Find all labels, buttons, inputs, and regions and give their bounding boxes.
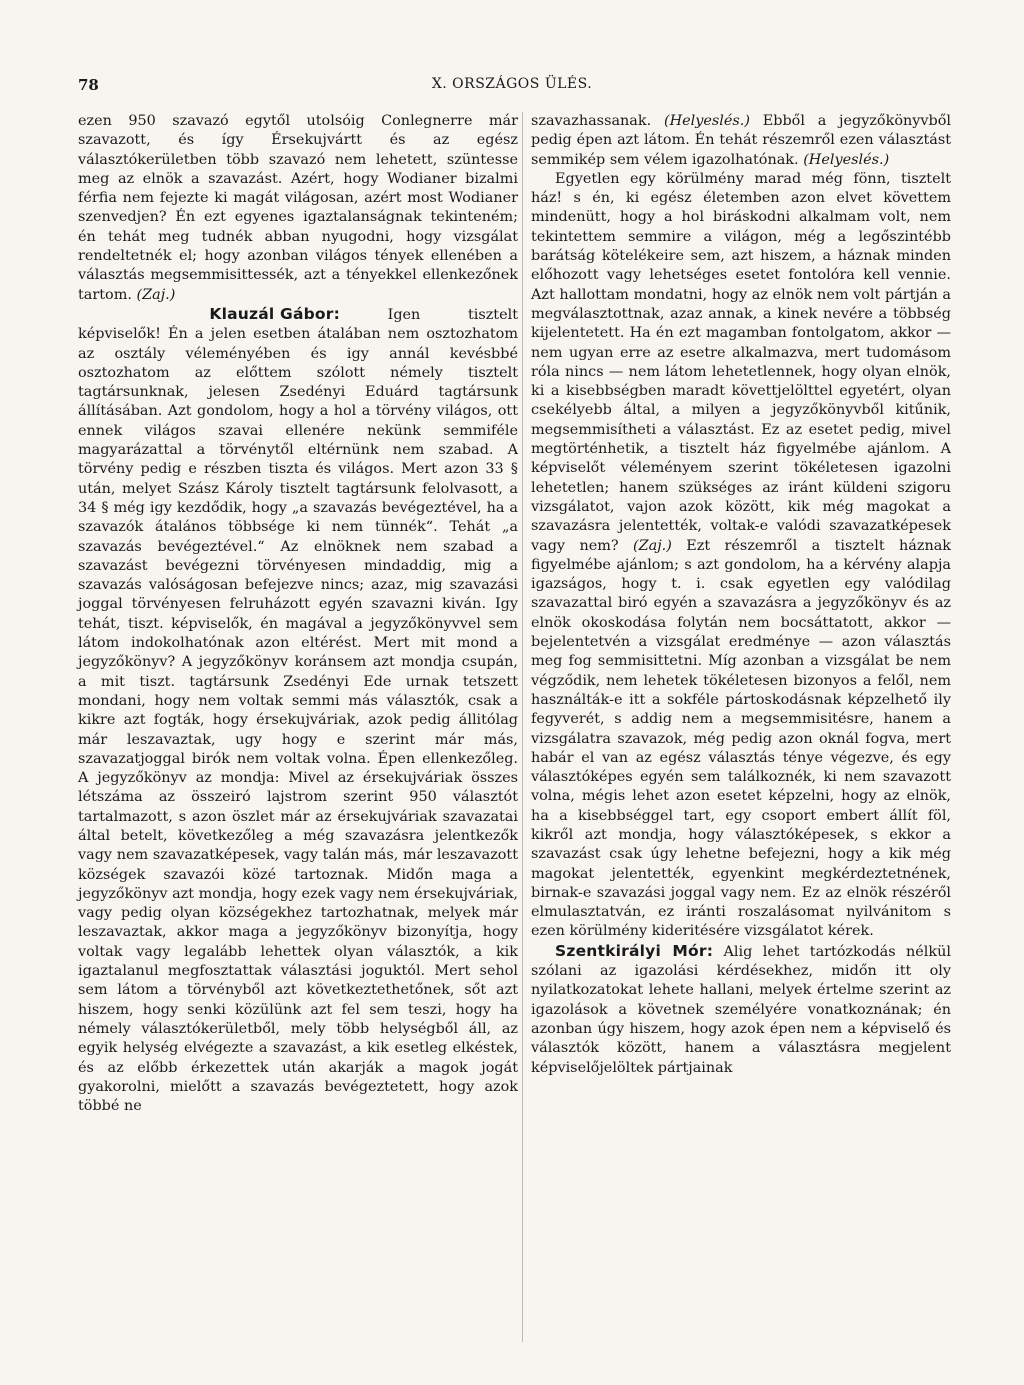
speaker-name: Klauzál Gábor: [209, 304, 340, 323]
column-divider [522, 112, 523, 1342]
paragraph-text: Igen tisztelt képviselők! Én a jelen esetben átalában nem osztozhatom az osztály véleményében és igy annál kevésbbé osztozhatom az előttem szólott némely tisztelt tagtársunknak, jelesen Zsedényi Eduárd tagtársunk állításában. Azt gondolom, hogy a hol a törvény világos, ott ennek világos szavai ellenére nekünk semmiféle magyarázattal a törvénytől eltérnünk nem szabad. A törvény pedig e részben tiszta és világos. Mert azon 33 § után, melyet Szász Károly tisztelt tagtársunk felolvasott, a 34 § még igy kezdődik, hogy „a szavazás bevégeztével, ha a szavazók átalános többsége ki nem tünnék“. Tehát „a szavazás bevégeztével.“ Az elnöknek nem szabad a szavazást bevégezni törvényesen mindaddig, mig a szavazás valóságosan befejezve nincs; azaz, mig szavazási joggal törvényesen felruházott egyén szavazni kiván. Igy tehát, tiszt. képviselők, én magával a jegyzőkönyvvel sem látom indokolhatónak azon eltérést. Mert mit mond a jegyzőkönyv? A jegyzőkönyv koránsem azt mondja csupán, a mit tiszt. tagtársunk Zsedényi Ede urnak tetszett mondani, hogy nem voltak semmi más választók, csak a kikre azt fogták, hogy érsekujváriak, azok pedig állitólag már leszavaztak, ugy hogy e szerint már más, szavazatjoggal birók nem voltak volna. Épen ellenkezőleg. A jegyzőkönyv az mondja: Mivel az érsekujváriak összes létszáma az összeiró lajstrom szerint 950 választót tartalmazott, s azon öszlet már az érsekujváriak szavazatai által betelt, következőleg a még szavazásra jelentkezők vagy nem szavazatképesek, vagy talán más, már leszavazott községek szavazói közé tartoznak. Midőn maga a jegyzőkönyv azt mondja, hogy ezek vagy nem érsekujváriak, vagy pedig olyan községekhez tartozhatnak, melyek már leszavaztak, akkor maga a jegyzőkönyv bizonyítja, hogy voltak vagy legalább lehettek olyan választók, a kik igaztalanul megfosztattak választási joguktól. Mert sehol sem látom a törvényből azt következtethetőnek, sőt azt hiszem, hogy senki közülünk azt fel sem teszi, hogy ha némely választókerületből, mely több helységből áll, az egyik helység elvégezte a szavazást, a kik esetleg elkéstek, és az előbb érkezettek után akarják a magok jogát gyakorolni, mielőtt a szavazás bevégeztetett, hogy azok többé ne [78, 306, 518, 1115]
page-number: 78 [78, 76, 99, 94]
reaction-note: (Helyeslés.) [803, 151, 890, 168]
paragraph-text: Alig lehet tartózkodás nélkül szólani az igazolási kérdésekhez, midőn itt oly nyilatkozatokat lehete hallani, melyek értelme szerint az igazolások a követnek személyére vonatkoznának; én azonban úgy hiszem, hogy azok épen nem a képviselő és választók között, hanem a választásra megjelent képviselőjelöltek pártjainak [531, 943, 951, 1076]
speech [531, 942, 951, 1078]
paragraph [531, 170, 951, 942]
right-column [531, 112, 951, 1078]
paragraph-text: szavazhassanak. [531, 113, 652, 129]
paragraph [531, 112, 951, 170]
speech [78, 305, 518, 1116]
paragraph [78, 112, 518, 305]
reaction-note: (Helyeslés.) [663, 113, 750, 129]
running-head: X. ORSZÁGOS ÜLÉS. [431, 76, 593, 92]
paragraph-text: Ebből a jegyzőkönyvből pedig épen azt látom. Én tehát részemről ezen választást semmikép sem vélem igazolhatónak. [531, 113, 951, 168]
paragraph-text: ezen 950 szavazó egytől utolsóig Conlegnerre már szavazott, és így Érsekujvártt és az egész választókerületben több szavazó nem lehetett, szüntesse meg az elnök a szavazást. Azért, hogy Wodianer bizalmi férfia nem fejezte ki magát világosan, azért most Wodianer szenvedjen? Én ezt egyenes igaztalanságnak tekinteném; én tehát meg tudnék abban nyugodni, hogy vizsgálat rendeltetnék el; hogy azonban világos tények ellenében a választás megsemmisittessék, azt a tényekkel ellenkezőnek tartom. [78, 113, 518, 303]
speaker-wrap [78, 305, 340, 325]
speaker-name: Szentkirályi Mór: [555, 941, 714, 960]
paragraph-text: Egyetlen egy körülmény marad még fönn, tisztelt ház! s én, ki egész életemben azon elvet követtem mindenütt, hogy a hol biráskodni alkalmam volt, nem tekintettem semmire a világon, még a legőszintébb barátság kötelékeire sem, azt hiszem, a háznak minden előhozott vagy lehetséges esetet fontolóra kell vennie. Azt hallottam mondatni, hogy az elnök nem volt pártján a megválasztottnak, azaz annak, a kinek nevére a többség kijelentetett. Ha én ezt magamban fontolgatom, akkor — nem ugyan erre az esetre alkalmazva, mert tudomásom róla nincs — nem látom lehetetlennek, hogy olyan elnök, ki a kisebbségben maradt követtjelölttel egyetért, olyan csekélyebb által, a milyen a jegyzőkönyvből kitűnik, megsemmisítheti a választást. Ez az esetet pedig, mivel megtörténhetik, a tisztelt ház figyelmébe ajánlom. A képviselőt véleményem szerint tökéletesen igazolni lehetetlen; hanem szükséges az iránt küldeni szigoru vizsgálatot, vajon azok között, kik még magokat a szavazásra jelentették, voltak-e valódi szavazatképesek vagy nem? [531, 170, 951, 554]
reaction-note: (Zaj.) [633, 537, 672, 554]
left-column [78, 112, 518, 1116]
paragraph-text: Ezt részemről a tisztelt háznak figyelmébe ajánlom; s azt gondolom, ha a kérvény alapja igazságos, hogy t. i. csak egyetlen egy valódilag szavazattal biró egyén a szavazásra a jegyzőkönyv és az elnök okoskodása folytán nem bocsáttatott, akkor — bejelentetvén a vizsgálat eredménye — azon választás meg fog semmisittetni. Míg azonban a vizsgálat be nem végződik, nem lehetek tökéletesen bizonyos a felől, nem használták-e itt a sokféle pártoskodásnak képzelhető ily fegyverét, s addig nem a megsemmisitésre, hanem a vizsgálatra szavazok, még pedig azon oknál fogva, mert habár el van az egész választás ténye végezve, és egy választóképes egyén sem találkoznék, ki nem szavazott volna, mégis lehet azon esetet képzelni, hogy az elnök, ha a kisebbséggel tart, egy csoport embert állít föl, kikről azt mondja, hogy választóképesek, s ekkor a szavazást csak úgy lehetne befejezni, hogy a kik még magokat jelentették, egyenkint megkérdeztetnének, birnak-e szavazási joggal vagy nem. Ez az elnök részéről elmulasztatván, ez iránti roszalásomat nyilvánitom s ezen körülmény kideritésére vizsgálatot kérek. [531, 537, 952, 940]
reaction-note: (Zaj.) [136, 286, 176, 303]
